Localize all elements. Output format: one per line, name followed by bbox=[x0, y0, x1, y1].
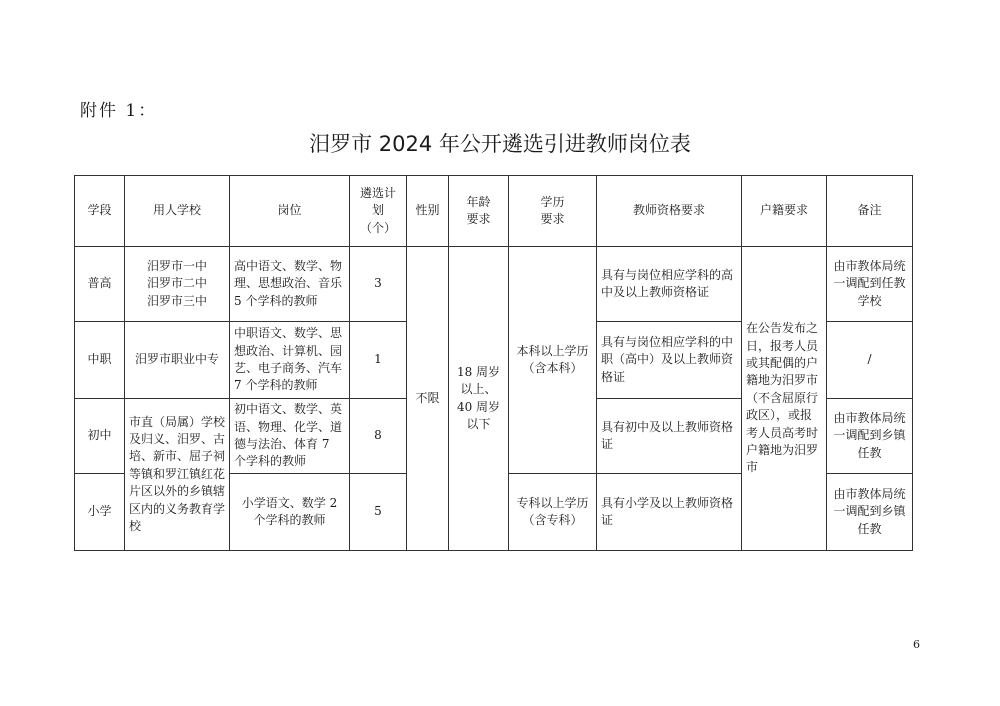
cell-qualification: 具有小学及以上教师资格证 bbox=[597, 474, 742, 551]
header-school: 用人学校 bbox=[125, 176, 230, 247]
header-stage: 学段 bbox=[75, 176, 125, 247]
cell-position: 初中语文、数学、英语、物理、化学、道德与法治、体育 7 个学科的教师 bbox=[230, 399, 350, 474]
cell-plan: 3 bbox=[350, 247, 407, 322]
cell-school-merged: 市直（局属）学校及归义、汨罗、古培、新市、屈子祠等镇和罗江镇红花片区以外的乡镇辖区内的义务教育学校 bbox=[125, 399, 230, 551]
cell-stage: 普高 bbox=[75, 247, 125, 322]
cell-plan: 8 bbox=[350, 399, 407, 474]
header-gender: 性别 bbox=[407, 176, 449, 247]
cell-hukou: 在公告发布之日，报考人员或其配偶的户籍地为汨罗市（不含屈原行政区），或报考人员高考时户籍地为汨罗市 bbox=[742, 247, 827, 551]
cell-qualification: 具有与岗位相应学科的高中及以上教师资格证 bbox=[597, 247, 742, 322]
table-header-row bbox=[75, 176, 913, 247]
cell-position: 中职语文、数学、思想政治、计算机、园艺、电子商务、汽车 7 个学科的教师 bbox=[230, 322, 350, 399]
header-plan: 遴选计 划 （个） bbox=[350, 176, 407, 247]
page-number: 6 bbox=[913, 638, 920, 651]
cell-school: 汨罗市职业中专 bbox=[125, 322, 230, 399]
recruitment-table bbox=[74, 175, 913, 551]
document-title: 汨罗市 2024 年公开遴选引进教师岗位表 bbox=[309, 132, 691, 156]
cell-position: 小学语文、数学 2 个学科的教师 bbox=[230, 474, 350, 551]
table-row bbox=[75, 247, 913, 322]
header-position: 岗位 bbox=[230, 176, 350, 247]
cell-stage: 中职 bbox=[75, 322, 125, 399]
cell-position: 高中语文、数学、物理、思想政治、音乐 5 个学科的教师 bbox=[230, 247, 350, 322]
attachment-label: 附件 1： bbox=[80, 101, 158, 121]
cell-gender: 不限 bbox=[407, 247, 449, 551]
cell-plan: 5 bbox=[350, 474, 407, 551]
cell-stage: 初中 bbox=[75, 399, 125, 474]
cell-age: 18 周岁以上、40 周岁以下 bbox=[449, 247, 509, 551]
header-age: 年龄 要求 bbox=[449, 176, 509, 247]
cell-remark: 由市教体局统一调配到乡镇任教 bbox=[827, 474, 913, 551]
cell-education-college: 专科以上学历（含专科） bbox=[509, 474, 597, 551]
cell-qualification: 具有初中及以上教师资格证 bbox=[597, 399, 742, 474]
cell-remark: / bbox=[827, 322, 913, 399]
header-qualification: 教师资格要求 bbox=[597, 176, 742, 247]
cell-school: 汨罗市一中 汨罗市二中 汨罗市三中 bbox=[125, 247, 230, 322]
cell-education-bachelor: 本科以上学历（含本科） bbox=[509, 247, 597, 474]
cell-stage: 小学 bbox=[75, 474, 125, 551]
cell-remark: 由市教体局统一调配到乡镇任教 bbox=[827, 399, 913, 474]
cell-remark: 由市教体局统一调配到任教学校 bbox=[827, 247, 913, 322]
header-hukou: 户籍要求 bbox=[742, 176, 827, 247]
header-education: 学历 要求 bbox=[509, 176, 597, 247]
cell-qualification: 具有与岗位相应学科的中职（高中）及以上教师资格证 bbox=[597, 322, 742, 399]
cell-plan: 1 bbox=[350, 322, 407, 399]
header-remark: 备注 bbox=[827, 176, 913, 247]
